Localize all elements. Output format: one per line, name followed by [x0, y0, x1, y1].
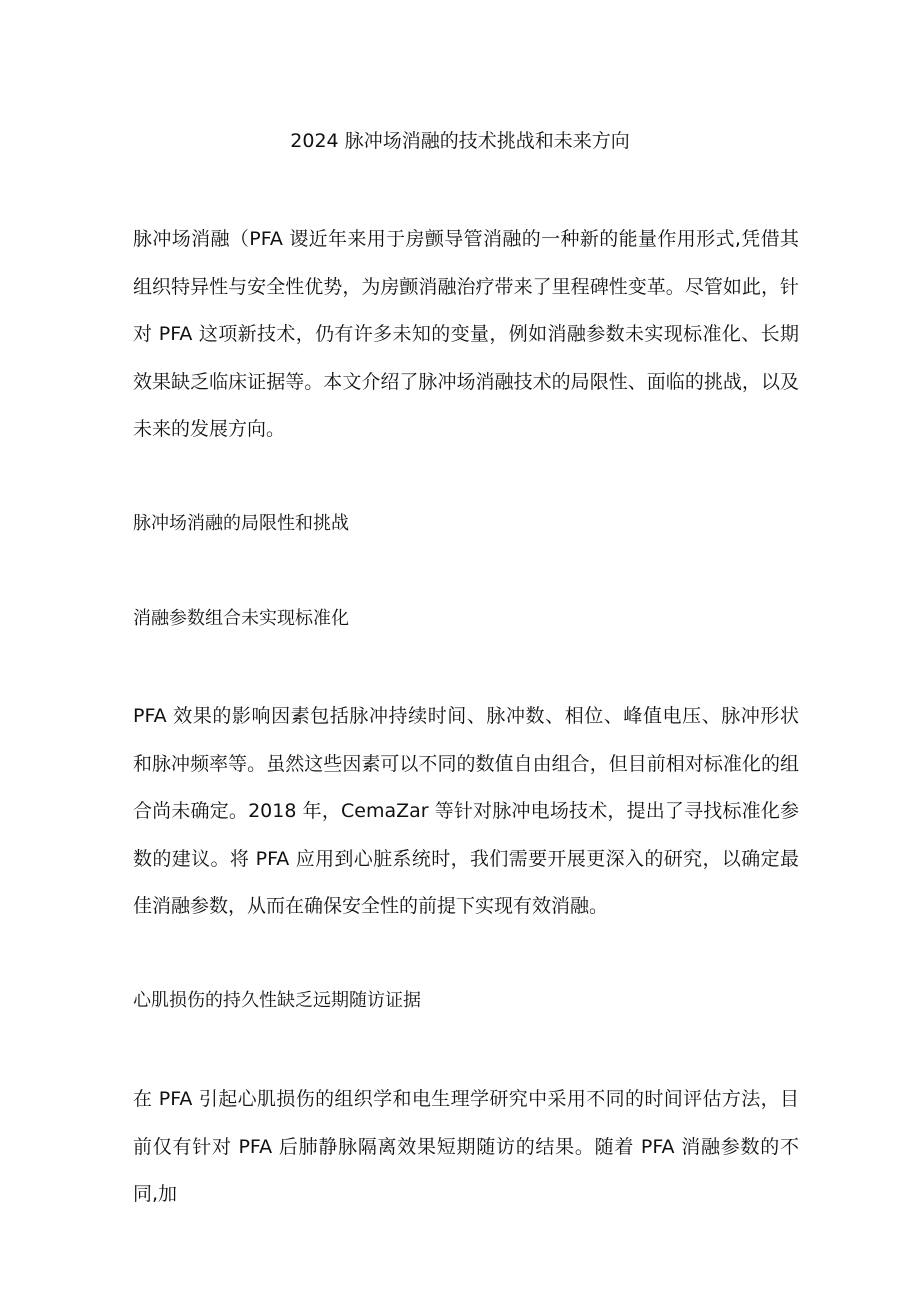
section-heading: 脉冲场消融的局限性和挑战 [133, 513, 349, 534]
subsection-2-paragraph: 在 PFA 引起心肌损伤的组织学和电生理学研究中采用不同的时间评估方法，目前仅有针对 PFA 后肺静脉隔离效果短期随访的结果。随着 PFA 消融参数的不同,加 [133, 1088, 799, 1205]
subsection-2-heading: 心肌损伤的持久性缺乏远期随访证据 [133, 990, 421, 1011]
subsection-1-heading: 消融参数组合未实现标准化 [133, 608, 349, 629]
document-title: 2024 脉冲场消融的技术挑战和未来方向 [290, 130, 630, 152]
intro-paragraph: 脉冲场消融（PFA 谡近年来用于房颤导管消融的一种新的能量作用形式,凭借其组织特异性与安全性优势，为房颤消融治疗带来了里程碑性变革。尽管如此，针对 PFA 这项新技术，仍有许多未知的变量，例如消融参数未实现标准化、长期效果缺乏临床证据等。本文介绍了脉冲场消融技术的局限性、面临的挑战，以及未来的发展方向。 [133, 228, 799, 440]
subsection-1-paragraph: PFA 效果的影响因素包括脉冲持续时间、脉冲数、相位、峰值电压、脉冲形状和脉冲频率等。虽然这些因素可以不同的数值自由组合，但目前相对标准化的组合尚未确定。2018 年，CemaZar 等针对脉冲电场技术，提出了寻找标准化参数的建议。将 PFA 应用到心脏系统时，我们需要开展更深入的研究，以确定最佳消融参数，从而在确保安全性的前提下实现有效消融。 [133, 705, 799, 917]
